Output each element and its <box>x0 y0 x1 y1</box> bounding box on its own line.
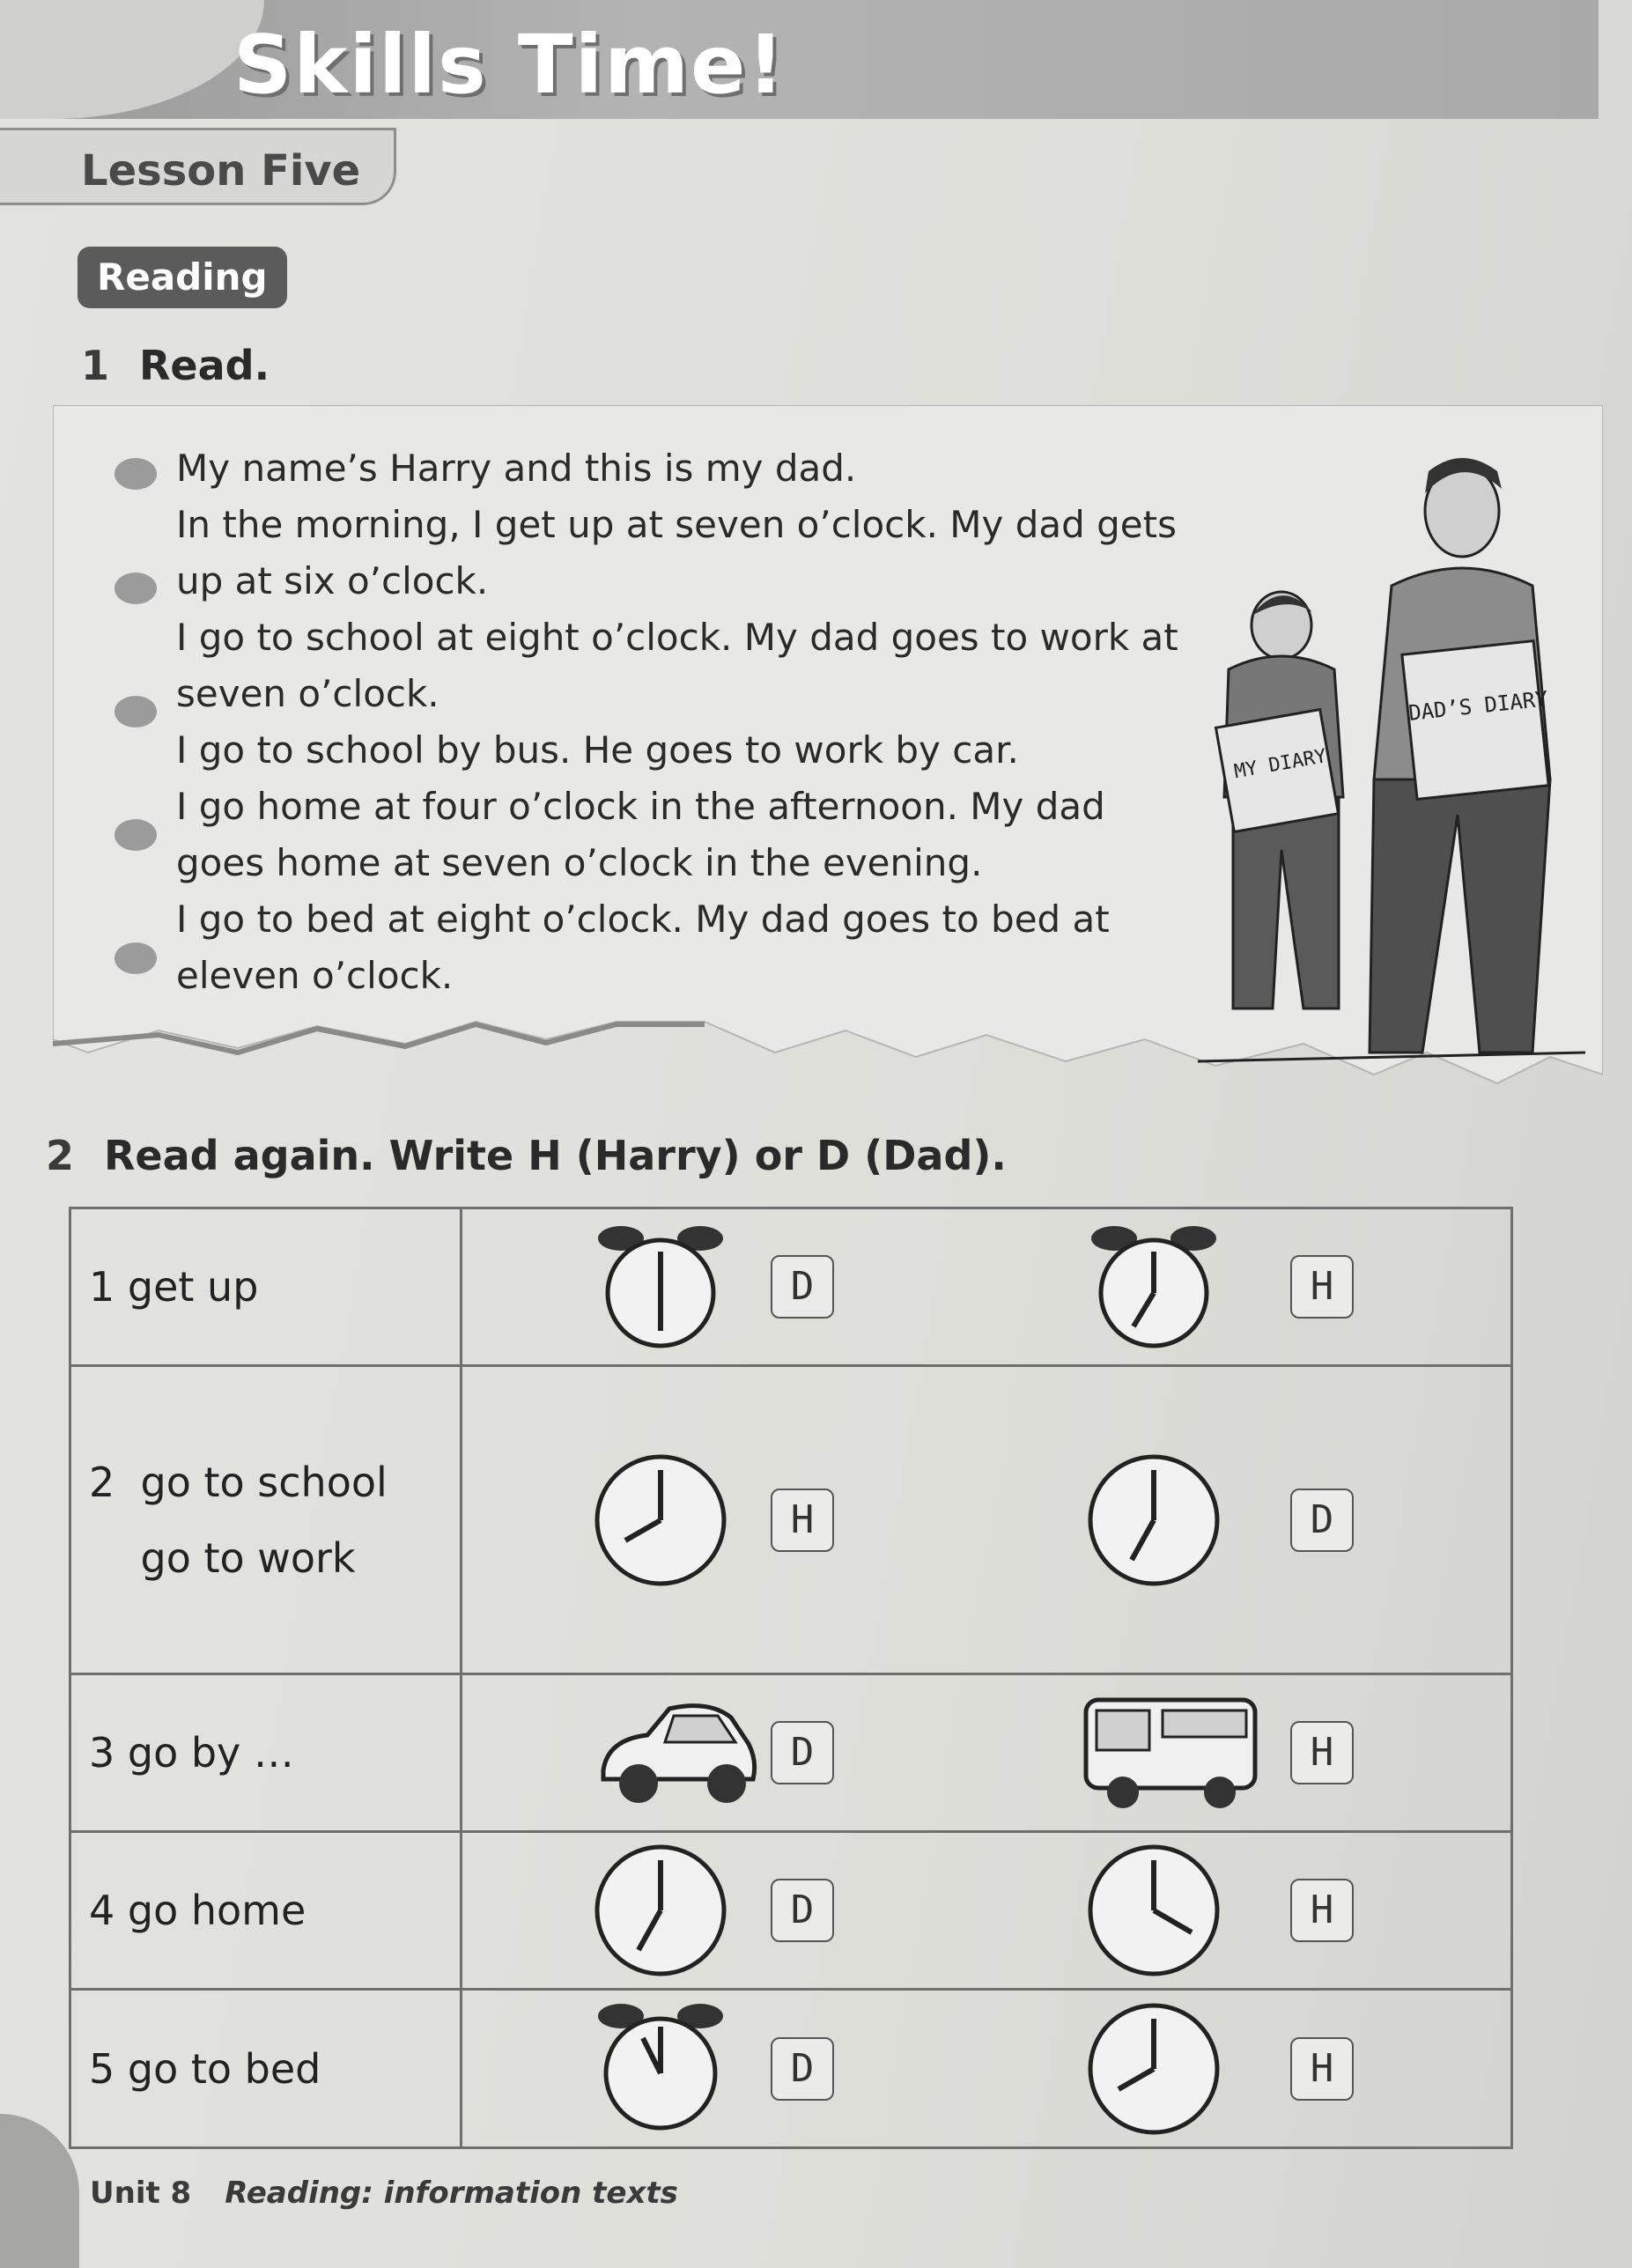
row-image-cell <box>462 1208 1512 1366</box>
exercise-1-instruction: Read. <box>139 342 270 389</box>
lesson-tab <box>0 128 396 205</box>
row-label: go to work <box>89 1533 356 1582</box>
alarm-clock-icon <box>586 1998 735 2139</box>
passage-line: I go to school at eight o’clock. My dad goes to work at <box>176 616 1178 659</box>
passage-line: I go to school by bus. He goes to work by car. <box>176 728 1019 772</box>
row-label-cell <box>70 1208 462 1366</box>
answer-box[interactable]: D <box>771 1721 834 1784</box>
clock-icon <box>586 1445 735 1595</box>
binder-hole <box>114 696 157 728</box>
answer-box[interactable]: D <box>771 1879 834 1942</box>
clock-icon <box>1079 1445 1229 1595</box>
car-icon <box>586 1691 762 1814</box>
harry-figure <box>1215 592 1343 1008</box>
row-image-cell <box>462 1832 1512 1990</box>
passage-line: In the morning, I get up at seven o’clock. My dad gets <box>176 503 1177 546</box>
answer-box[interactable]: D <box>1290 1489 1354 1552</box>
row-label: 1 get up <box>89 1263 259 1311</box>
alarm-clock-icon <box>1079 1221 1229 1353</box>
page-footer <box>90 2176 678 2211</box>
passage-line: goes home at seven o’clock in the evening. <box>176 841 983 884</box>
exercise-2-table <box>69 1207 1513 2149</box>
page-title: Skills Time! <box>233 18 786 112</box>
answer-box[interactable]: H <box>1290 2037 1354 2101</box>
answer-box[interactable]: H <box>1290 1879 1354 1942</box>
row-image-cell <box>462 1673 1512 1831</box>
bus-icon <box>1079 1691 1264 1814</box>
exercise-2-number: 2 <box>46 1132 75 1179</box>
exercise-1-heading <box>81 342 270 389</box>
harry-and-dad-illustration <box>1198 445 1594 1079</box>
binder-hole <box>114 819 157 851</box>
answer-box[interactable]: D <box>771 2037 834 2101</box>
passage-line: eleven o’clock. <box>176 954 454 997</box>
row-label: 3 go by … <box>89 1728 294 1777</box>
exercise-2-instruction: Read again. Write H (Harry) or D (Dad). <box>104 1132 1007 1179</box>
table-row <box>70 1832 1512 1990</box>
exercise-1-number: 1 <box>81 342 110 389</box>
answer-box[interactable]: H <box>1290 1255 1354 1319</box>
row-label: 4 go home <box>89 1887 306 1935</box>
clock-icon <box>1079 1836 1229 1985</box>
alarm-clock-icon <box>586 1221 735 1353</box>
passage-line: up at six o’clock. <box>176 559 489 602</box>
passage-line: My name’s Harry and this is my dad. <box>176 447 857 490</box>
table-row <box>70 1673 1512 1831</box>
reading-passage <box>176 440 1198 1004</box>
bottom-corner-decoration <box>0 2114 79 2268</box>
binder-hole <box>114 458 157 490</box>
svg-text:DAD’S DIARY: DAD’S DIARY <box>1407 686 1549 726</box>
exercise-2-heading <box>46 1132 1007 1179</box>
row-image-cell <box>462 1990 1512 2148</box>
footer-unit: Unit 8 <box>90 2176 192 2211</box>
binder-hole <box>114 942 157 974</box>
binder-hole <box>114 573 157 604</box>
section-pill-reading: Reading <box>78 247 287 308</box>
row-image-cell <box>462 1366 1512 1673</box>
passage-line: I go home at four o’clock in the afternoon. My dad <box>176 785 1105 828</box>
answer-box[interactable]: H <box>1290 1721 1354 1784</box>
row-label: 2 go to school <box>89 1458 388 1506</box>
svg-text:MY DIARY: MY DIARY <box>1232 745 1329 784</box>
answer-box[interactable]: D <box>771 1255 834 1319</box>
clock-icon <box>586 1836 735 1985</box>
footer-topic: Reading: information texts <box>225 2176 678 2211</box>
clock-icon <box>1079 1994 1229 2144</box>
row-label-cell <box>70 1990 462 2148</box>
answer-box[interactable]: H <box>771 1489 834 1552</box>
row-label-cell <box>70 1673 462 1831</box>
row-label-cell <box>70 1832 462 1990</box>
table-row <box>70 1208 1512 1366</box>
table-row <box>70 1990 1512 2148</box>
dad-figure <box>1370 458 1550 1053</box>
passage-line: seven o’clock. <box>176 672 439 715</box>
table-row <box>70 1366 1512 1673</box>
row-label-cell <box>70 1366 462 1673</box>
lesson-label: Lesson Five <box>81 146 361 196</box>
row-label: 5 go to bed <box>89 2044 321 2093</box>
passage-line: I go to bed at eight o’clock. My dad goes to bed at <box>176 898 1110 941</box>
answer-grid <box>69 1207 1513 2149</box>
